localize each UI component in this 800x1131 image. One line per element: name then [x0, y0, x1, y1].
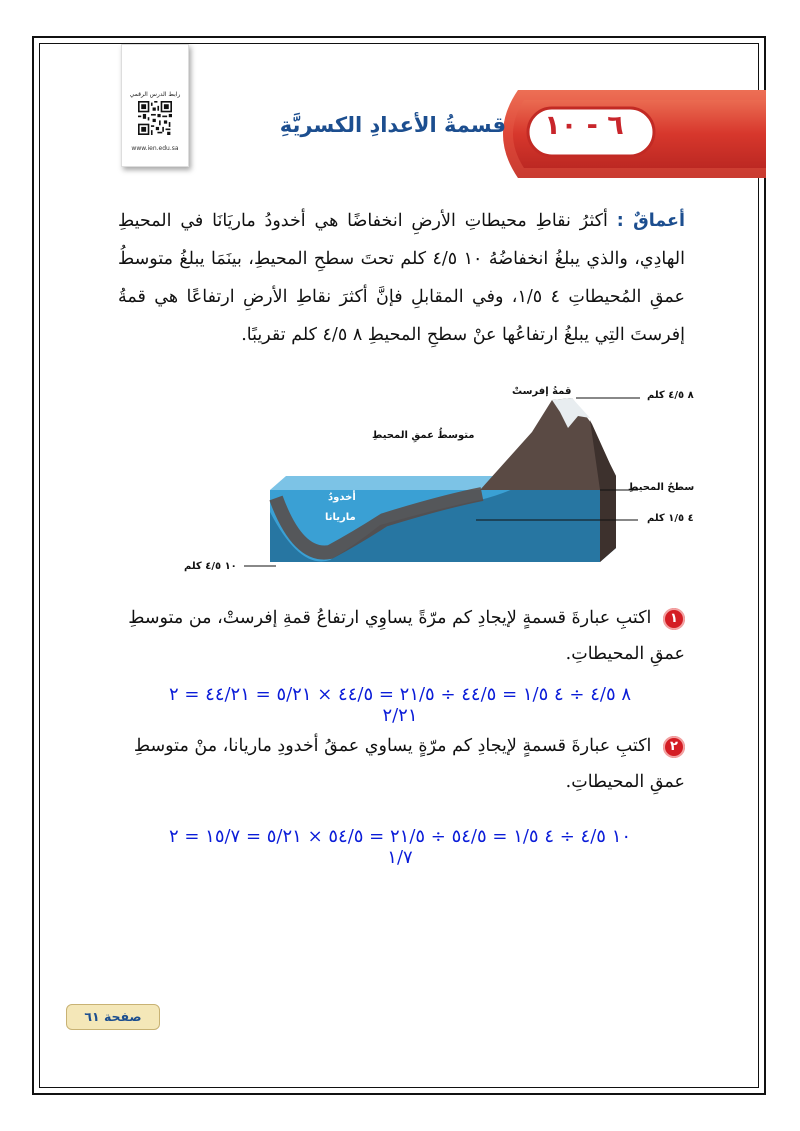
lesson-number: ٦ - ١٠	[544, 110, 624, 141]
sea-level-label: سطحُ المحيطِ	[628, 482, 695, 493]
trench-label-1: أخدودُ	[328, 492, 356, 503]
digital-lesson-qr-card[interactable]	[121, 44, 189, 167]
qr-code-icon	[138, 101, 172, 135]
intro-keyword: أعماقٌ :	[616, 211, 685, 231]
question-2-text: اكتبِ عبارةَ قسمةٍ لإيجادِ كم مرّةٍ يساوي عمقُ أخدودِ ماريانا، منْ متوسطِ عمقِ المحيطاتِ.	[133, 736, 685, 792]
question-1-number-badge: ١	[663, 608, 685, 630]
everest-height-label: ٨ ٤/٥ كلم	[647, 390, 694, 401]
everest-label: قمةُ إفرستْ	[512, 386, 572, 397]
qr-caption: رابط الدرس الرقمي	[129, 91, 181, 98]
intro-text: أكثرُ نقاطِ محيطاتِ الأرضِ انخفاضًا هي أخدودُ ماريَانَا في المحيطِ الهادِي، والذي يبلغُ انخفاضُهُ ١٠ ٤/٥ كلم تحتَ سطحِ المحيطِ، بينَمَا يبلغُ متوسطُ عمقِ المُحيطاتِ ٤ ١/٥، وفي المقابلِ فإنَّ أكثرَ نقاطِ الأرضِ ارتفاعًا هي قمةُ إفرستَ التِي يبلغُ ارتفاعُها عنْ سطحِ المحيطِ ٨ ٤/٥ كلم تقريبًا.	[118, 211, 685, 345]
lesson-title: قسمةُ الأعدادِ الكسريَّةِ	[279, 113, 506, 137]
trench-label-2: ماريانا	[325, 512, 356, 523]
ocean-depth-diagram	[180, 380, 700, 580]
question-1-answer: ٨ ٤/٥ ÷ ٤ ١/٥ = ٤٤/٥ ÷ ٢١/٥ = ٤٤/٥ × ٥/٢١ = ٤٤/٢١ = ٢ ٢/٢١	[168, 684, 632, 726]
avg-depth-label: متوسطُ عمقِ المحيطِ	[372, 430, 475, 441]
intro-paragraph	[118, 202, 685, 354]
question-1	[118, 600, 685, 672]
question-2-number-badge: ٢	[663, 736, 685, 758]
trench-depth-label: ١٠ ٤/٥ كلم	[184, 561, 237, 572]
avg-depth-value-label: ٤ ١/٥ كلم	[647, 513, 694, 524]
question-2-answer: ١٠ ٤/٥ ÷ ٤ ١/٥ = ٥٤/٥ ÷ ٢١/٥ = ٥٤/٥ × ٥/٢١ = ١٥/٧ = ٢ ١/٧	[168, 826, 632, 868]
qr-url: www.ien.edu.sa	[131, 145, 179, 152]
question-1-text: اكتبِ عبارةَ قسمةٍ لإيجادِ كم مرّةً يساوِي ارتفاعُ قمةِ إفرستْ، من متوسطِ عمقِ المحيطاتِ.	[128, 608, 685, 664]
page-number-tag: صفحة ٦١	[66, 1004, 160, 1030]
question-2	[118, 728, 685, 800]
